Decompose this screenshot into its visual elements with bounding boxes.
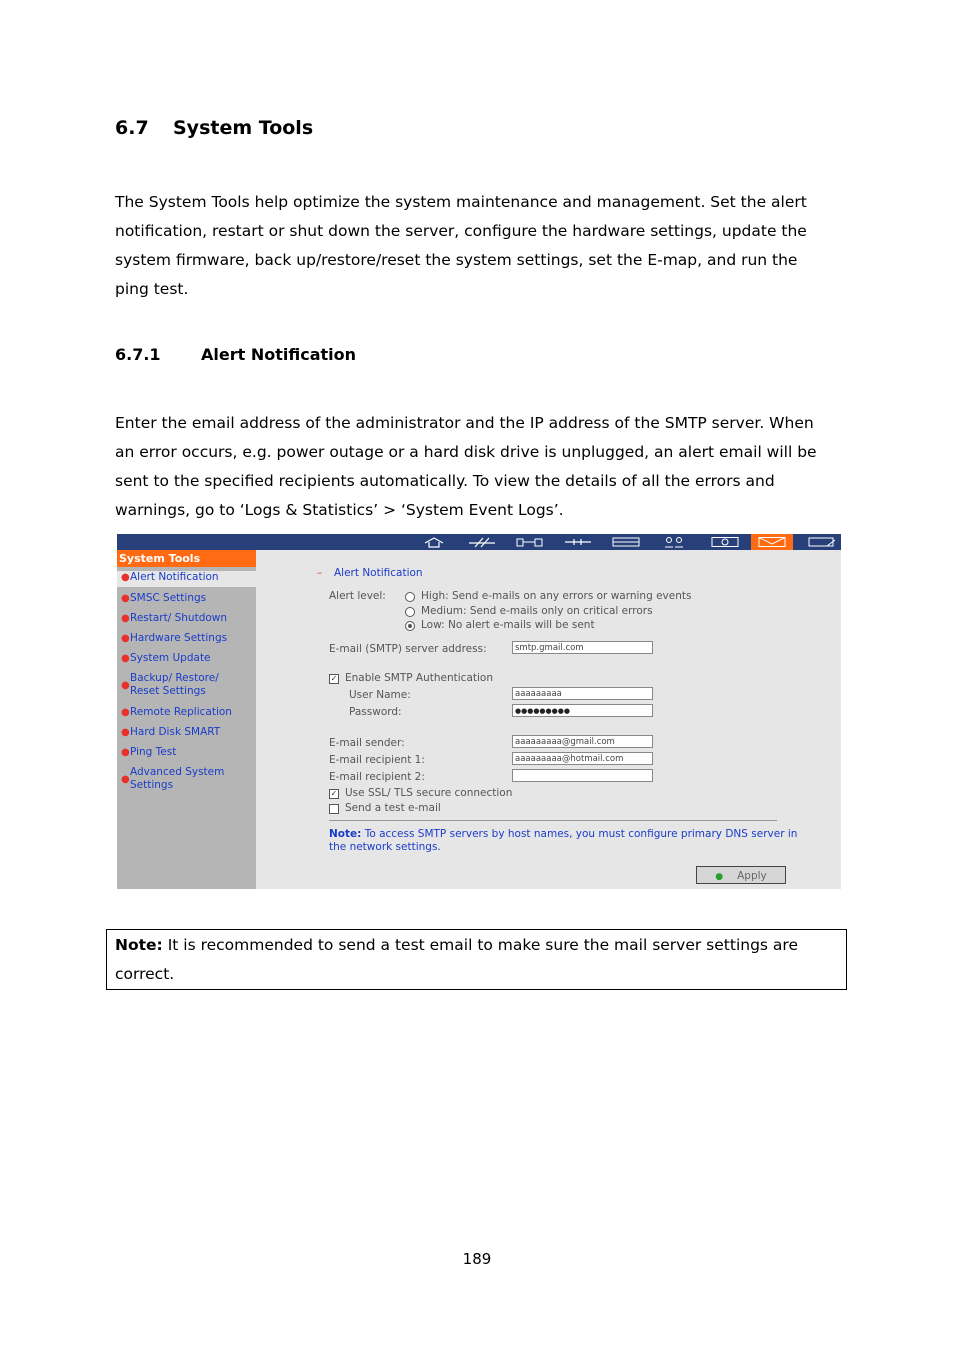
body-line: Enter the email address of the administrator and the IP address of the SMTP server. When xyxy=(115,414,814,432)
intro-line: notification, restart or shut down the server, configure the hardware settings, update the xyxy=(115,222,807,240)
smtp-server-input[interactable]: smtp.gmail.com xyxy=(512,641,653,654)
enable-smtp-auth-checkbox[interactable]: ✓ xyxy=(330,674,338,683)
sidebar-item-alert-notification[interactable] xyxy=(117,571,256,587)
section-title: System Tools xyxy=(173,117,314,139)
alert-low-label: Low: No alert e-mails will be sent xyxy=(421,619,595,631)
panel-note-label: Note: xyxy=(329,828,362,840)
bullet-icon: ● xyxy=(121,572,130,583)
panel-note-text: To access SMTP servers by host names, you must configure primary DNS server in xyxy=(364,828,798,840)
email-recipient-2-input[interactable] xyxy=(512,769,653,782)
panel-note-line-2: the network settings. xyxy=(329,841,441,853)
panel-divider xyxy=(329,820,777,821)
bullet-icon: ● xyxy=(121,680,130,691)
sidebar-item-ping-test[interactable] xyxy=(117,746,256,759)
home-icon[interactable] xyxy=(419,534,449,550)
page-number: 189 xyxy=(462,1250,492,1268)
alert-high-radio[interactable] xyxy=(405,592,415,602)
note-text: It is recommended to send a test email to make sure the mail server settings are xyxy=(167,936,798,954)
send-test-email-label: Send a test e-mail xyxy=(345,802,441,814)
ssl-tls-checkbox[interactable]: ✓ xyxy=(330,789,338,798)
bullet-icon: ● xyxy=(121,707,130,718)
alert-level-label: Alert level: xyxy=(329,590,386,602)
sidebar-item-label: Restart/ Shutdown xyxy=(130,612,228,624)
email-recipient-2-label: E-mail recipient 2: xyxy=(329,771,425,783)
bullet-icon: ● xyxy=(121,593,130,604)
bullet-icon: ● xyxy=(121,747,130,758)
enable-smtp-auth-label: Enable SMTP Authentication xyxy=(345,672,493,684)
subsection-heading xyxy=(115,345,356,364)
sidebar-item-backup-restore-reset[interactable] xyxy=(117,672,251,698)
sidebar-title: System Tools xyxy=(117,550,256,567)
apply-button[interactable] xyxy=(696,866,786,884)
network-icon[interactable] xyxy=(467,534,497,550)
body-line: sent to the specified recipients automatically. To view the details of all the errors and xyxy=(115,472,775,490)
note-line-2: correct. xyxy=(115,965,175,983)
sidebar-item-remote-replication[interactable] xyxy=(117,706,256,719)
alert-notification-screenshot xyxy=(117,534,841,889)
disk-icon[interactable] xyxy=(611,534,641,550)
bullet-icon: ● xyxy=(121,613,130,624)
mail-icon[interactable] xyxy=(751,534,793,550)
bullet-icon: ● xyxy=(121,727,130,738)
apply-button-label: Apply xyxy=(737,870,767,882)
sidebar xyxy=(117,550,256,889)
subsection-title: Alert Notification xyxy=(201,345,356,364)
sidebar-item-system-update[interactable] xyxy=(117,652,256,665)
smtp-server-label: E-mail (SMTP) server address: xyxy=(329,643,487,655)
intro-line: The System Tools help optimize the system maintenance and management. Set the alert xyxy=(115,193,807,211)
sidebar-item-label: Hard Disk SMART xyxy=(130,726,221,738)
username-label: User Name: xyxy=(349,689,411,701)
password-label: Password: xyxy=(349,706,402,718)
sidebar-item-advanced-system-settings[interactable] xyxy=(117,766,229,792)
panel-section-title: Alert Notification xyxy=(334,567,423,579)
body-line: warnings, go to ‘Logs & Statistics’ > ‘System Event Logs’. xyxy=(115,501,564,519)
email-sender-input[interactable]: aaaaaaaaa@gmail.com xyxy=(512,735,653,748)
sidebar-item-hard-disk-smart[interactable] xyxy=(117,726,256,739)
monitor-icon[interactable] xyxy=(710,534,740,550)
sidebar-item-smsc-settings[interactable] xyxy=(117,592,256,605)
email-sender-label: E-mail sender: xyxy=(329,737,405,749)
body-line: an error occurs, e.g. power outage or a hard disk drive is unplugged, an alert email will be xyxy=(115,443,817,461)
apply-dot-icon: ● xyxy=(715,872,724,882)
note-label: Note: xyxy=(115,936,163,954)
email-recipient-1-label: E-mail recipient 1: xyxy=(329,754,425,766)
sidebar-item-label: Ping Test xyxy=(130,746,177,758)
sidebar-item-hardware-settings[interactable] xyxy=(117,632,256,645)
sidebar-item-label: Remote Replication xyxy=(130,706,232,718)
alert-medium-radio[interactable] xyxy=(405,607,415,617)
intro-paragraph xyxy=(115,188,845,304)
bullet-icon: ● xyxy=(121,774,130,785)
body-paragraph xyxy=(115,409,845,525)
note-box xyxy=(106,929,847,990)
alert-high-label: High: Send e-mails on any errors or warning events xyxy=(421,590,692,602)
section-heading xyxy=(115,117,313,139)
password-input[interactable]: ●●●●●●●●● xyxy=(512,704,653,717)
sidebar-item-label: Backup/ Restore/ Reset Settings xyxy=(130,672,219,697)
ssl-tls-label: Use SSL/ TLS secure connection xyxy=(345,787,513,799)
sidebar-item-label: SMSC Settings xyxy=(130,592,207,604)
email-recipient-1-input[interactable]: aaaaaaaaa@hotmail.com xyxy=(512,752,653,765)
intro-line: ping test. xyxy=(115,280,189,298)
bullet-icon: ● xyxy=(121,633,130,644)
device-icon[interactable] xyxy=(515,534,545,550)
sidebar-item-restart-shutdown[interactable] xyxy=(117,612,256,625)
bullet-icon: ● xyxy=(121,653,130,664)
send-test-email-checkbox[interactable] xyxy=(329,804,339,814)
alert-medium-label: Medium: Send e-mails only on critical errors xyxy=(421,605,653,617)
sidebar-item-label: Advanced System Settings xyxy=(130,766,225,791)
users-icon[interactable] xyxy=(659,534,689,550)
edit-icon[interactable] xyxy=(807,534,837,550)
tools-icon[interactable] xyxy=(563,534,593,550)
settings-panel xyxy=(256,550,841,889)
alert-low-radio[interactable] xyxy=(405,621,415,631)
top-toolbar xyxy=(117,534,841,550)
section-collapse-marker[interactable]: – xyxy=(317,567,323,579)
intro-line: system firmware, back up/restore/reset the system settings, set the E-map, and run the xyxy=(115,251,798,269)
sidebar-item-label: Alert Notification xyxy=(130,571,219,583)
section-number: 6.7 xyxy=(115,117,149,139)
sidebar-item-label: System Update xyxy=(130,652,211,664)
username-input[interactable]: aaaaaaaaa xyxy=(512,687,653,700)
panel-note xyxy=(329,828,797,841)
subsection-number: 6.7.1 xyxy=(115,345,161,364)
sidebar-item-label: Hardware Settings xyxy=(130,632,228,644)
note-line xyxy=(115,931,838,960)
